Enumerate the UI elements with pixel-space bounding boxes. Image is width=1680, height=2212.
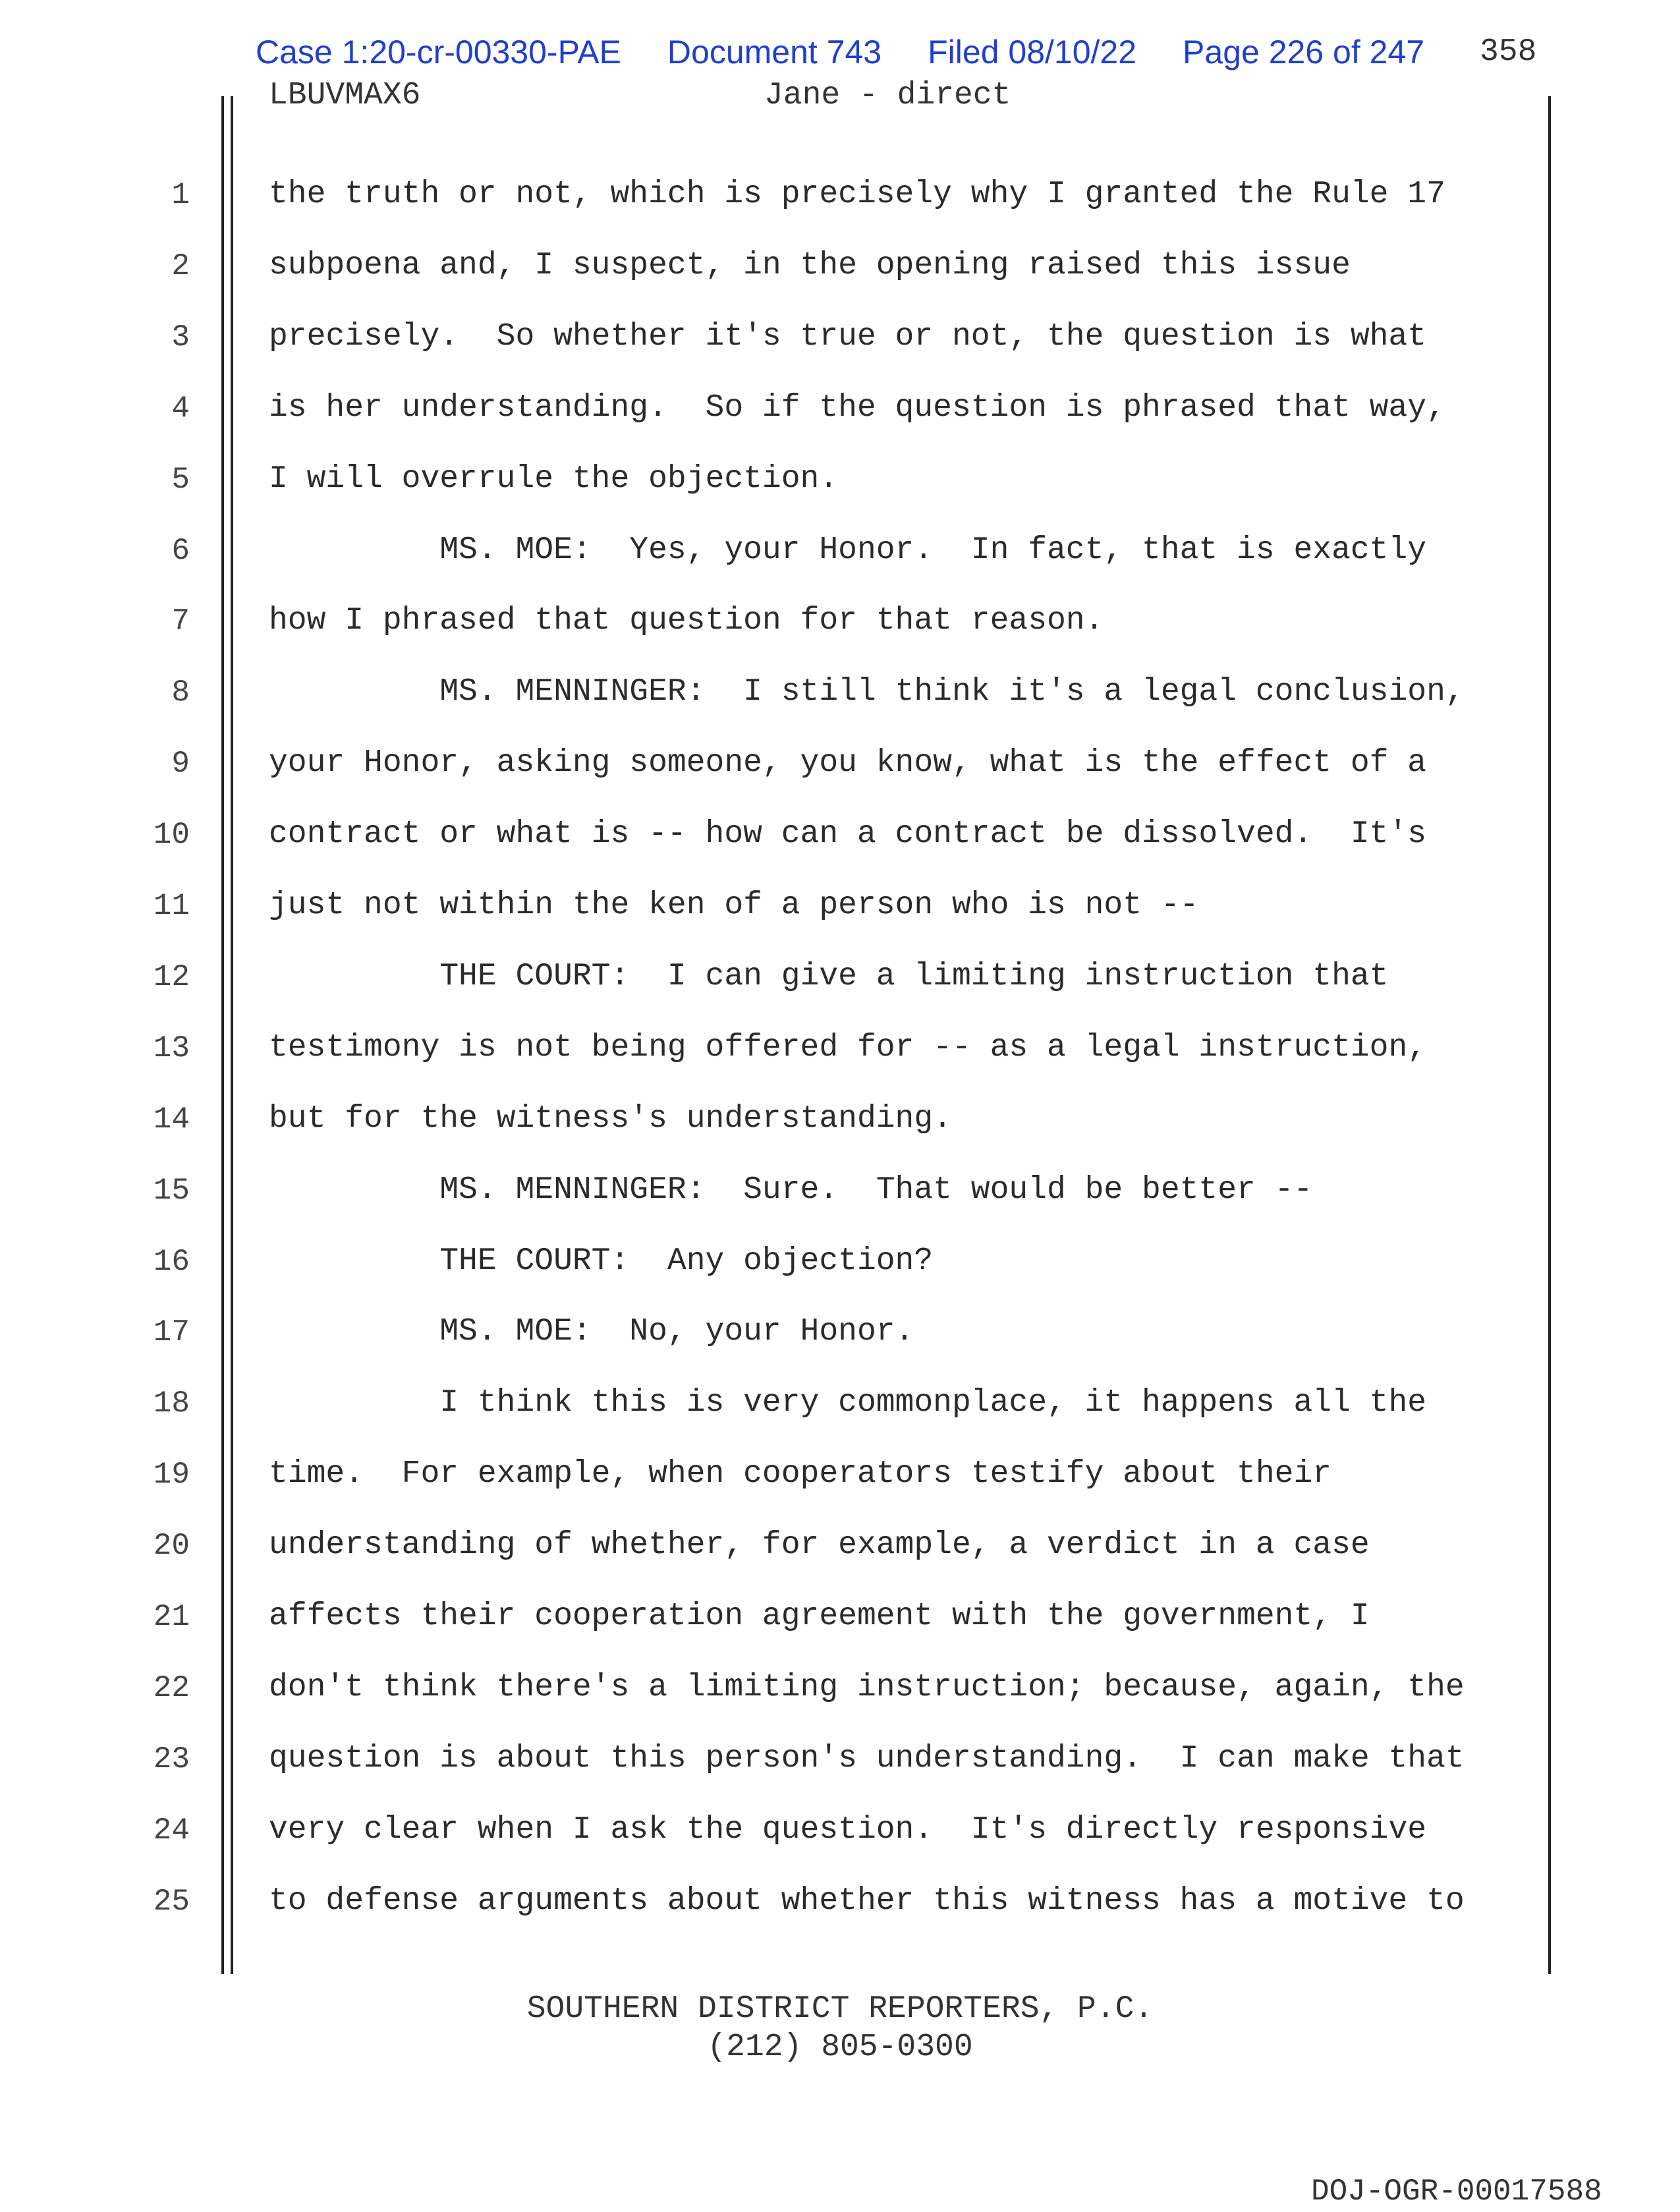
transcript-line: the truth or not, which is precisely why I granted the Rule 17 <box>269 177 1445 212</box>
running-header-title: Jane - direct <box>764 78 1011 113</box>
line-number: 25 <box>153 1885 190 1919</box>
transcript-line: MS. MENNINGER: I still think it's a legal conclusion, <box>269 674 1465 710</box>
line-number: 1 <box>171 178 190 212</box>
line-number: 16 <box>153 1245 190 1279</box>
transcript-line: subpoena and, I suspect, in the opening raised this issue <box>269 248 1351 283</box>
transcript-line: precisely. So whether it's true or not, the question is what <box>269 319 1427 354</box>
filed-date: Filed 08/10/22 <box>928 34 1137 71</box>
transcript-line: don't think there's a limiting instruction; because, again, the <box>269 1670 1465 1705</box>
line-number: 12 <box>153 960 190 994</box>
line-number: 9 <box>171 747 190 781</box>
line-number: 19 <box>153 1458 190 1492</box>
transcript-line: is her understanding. So if the question is phrased that way, <box>269 390 1445 426</box>
ecf-header-stamp <box>256 29 1424 75</box>
transcript-line: time. For example, when cooperators testify about their <box>269 1456 1332 1492</box>
line-number: 5 <box>171 463 190 497</box>
transcript-line: your Honor, asking someone, you know, what is the effect of a <box>269 745 1427 781</box>
reporter-name: SOUTHERN DISTRICT REPORTERS, P.C. <box>526 1991 1154 2027</box>
line-number: 3 <box>171 320 190 354</box>
line-number: 14 <box>153 1102 190 1137</box>
bates-number: DOJ-OGR-00017588 <box>1311 2174 1602 2209</box>
transcript-line: to defense arguments about whether this witness has a motive to <box>269 1883 1465 1919</box>
line-number: 11 <box>153 889 190 923</box>
transcript-line: affects their cooperation agreement with the government, I <box>269 1599 1370 1634</box>
right-margin-rule <box>1548 96 1551 1974</box>
line-number: 21 <box>153 1600 190 1634</box>
line-number: 15 <box>153 1174 190 1208</box>
left-margin-rule-inner <box>231 96 233 1974</box>
transcript-line: understanding of whether, for example, a verdict in a case <box>269 1527 1370 1563</box>
line-number: 22 <box>153 1671 190 1705</box>
transcript-line: how I phrased that question for that reason. <box>269 603 1104 638</box>
transcript-line: I think this is very commonplace, it happens all the <box>269 1385 1427 1421</box>
transcript-line: THE COURT: I can give a limiting instruction that <box>269 959 1389 994</box>
transcript-line: I will overrule the objection. <box>269 461 839 497</box>
page-of-pages: Page 226 of 247 <box>1183 34 1425 71</box>
transcript-line: very clear when I ask the question. It's directly responsive <box>269 1812 1427 1848</box>
line-number: 20 <box>153 1529 190 1563</box>
transcript-line: MS. MOE: Yes, your Honor. In fact, that is exactly <box>269 532 1427 568</box>
transcript-line: but for the witness's understanding. <box>269 1101 952 1137</box>
line-number: 8 <box>171 675 190 710</box>
transcript-line: contract or what is -- how can a contract be dissolved. It's <box>269 816 1427 852</box>
transcript-line: question is about this person's understanding. I can make that <box>269 1741 1465 1776</box>
line-number: 2 <box>171 249 190 283</box>
document-number: Document 743 <box>667 34 882 71</box>
line-number: 10 <box>153 818 190 852</box>
line-number: 24 <box>153 1813 190 1848</box>
transcript-line: MS. MOE: No, your Honor. <box>269 1314 914 1349</box>
line-number: 18 <box>153 1386 190 1421</box>
line-number: 23 <box>153 1742 190 1776</box>
left-margin-rule-outer <box>221 96 224 1974</box>
reporter-phone: (212) 805-0300 <box>707 2029 973 2065</box>
transcript-line: MS. MENNINGER: Sure. That would be better -- <box>269 1172 1313 1208</box>
line-number: 17 <box>153 1315 190 1349</box>
running-header-code: LBUVMAX6 <box>269 78 421 113</box>
case-number: Case 1:20-cr-00330-PAE <box>256 34 621 71</box>
line-number: 6 <box>171 534 190 568</box>
transcript-line: THE COURT: Any objection? <box>269 1243 934 1279</box>
transcript-line: testimony is not being offered for -- as a legal instruction, <box>269 1030 1427 1065</box>
line-number: 13 <box>153 1031 190 1065</box>
line-number: 7 <box>171 604 190 638</box>
transcript-page-number: 358 <box>1480 34 1537 70</box>
transcript-line: just not within the ken of a person who is not -- <box>269 888 1199 923</box>
line-number: 4 <box>171 391 190 426</box>
